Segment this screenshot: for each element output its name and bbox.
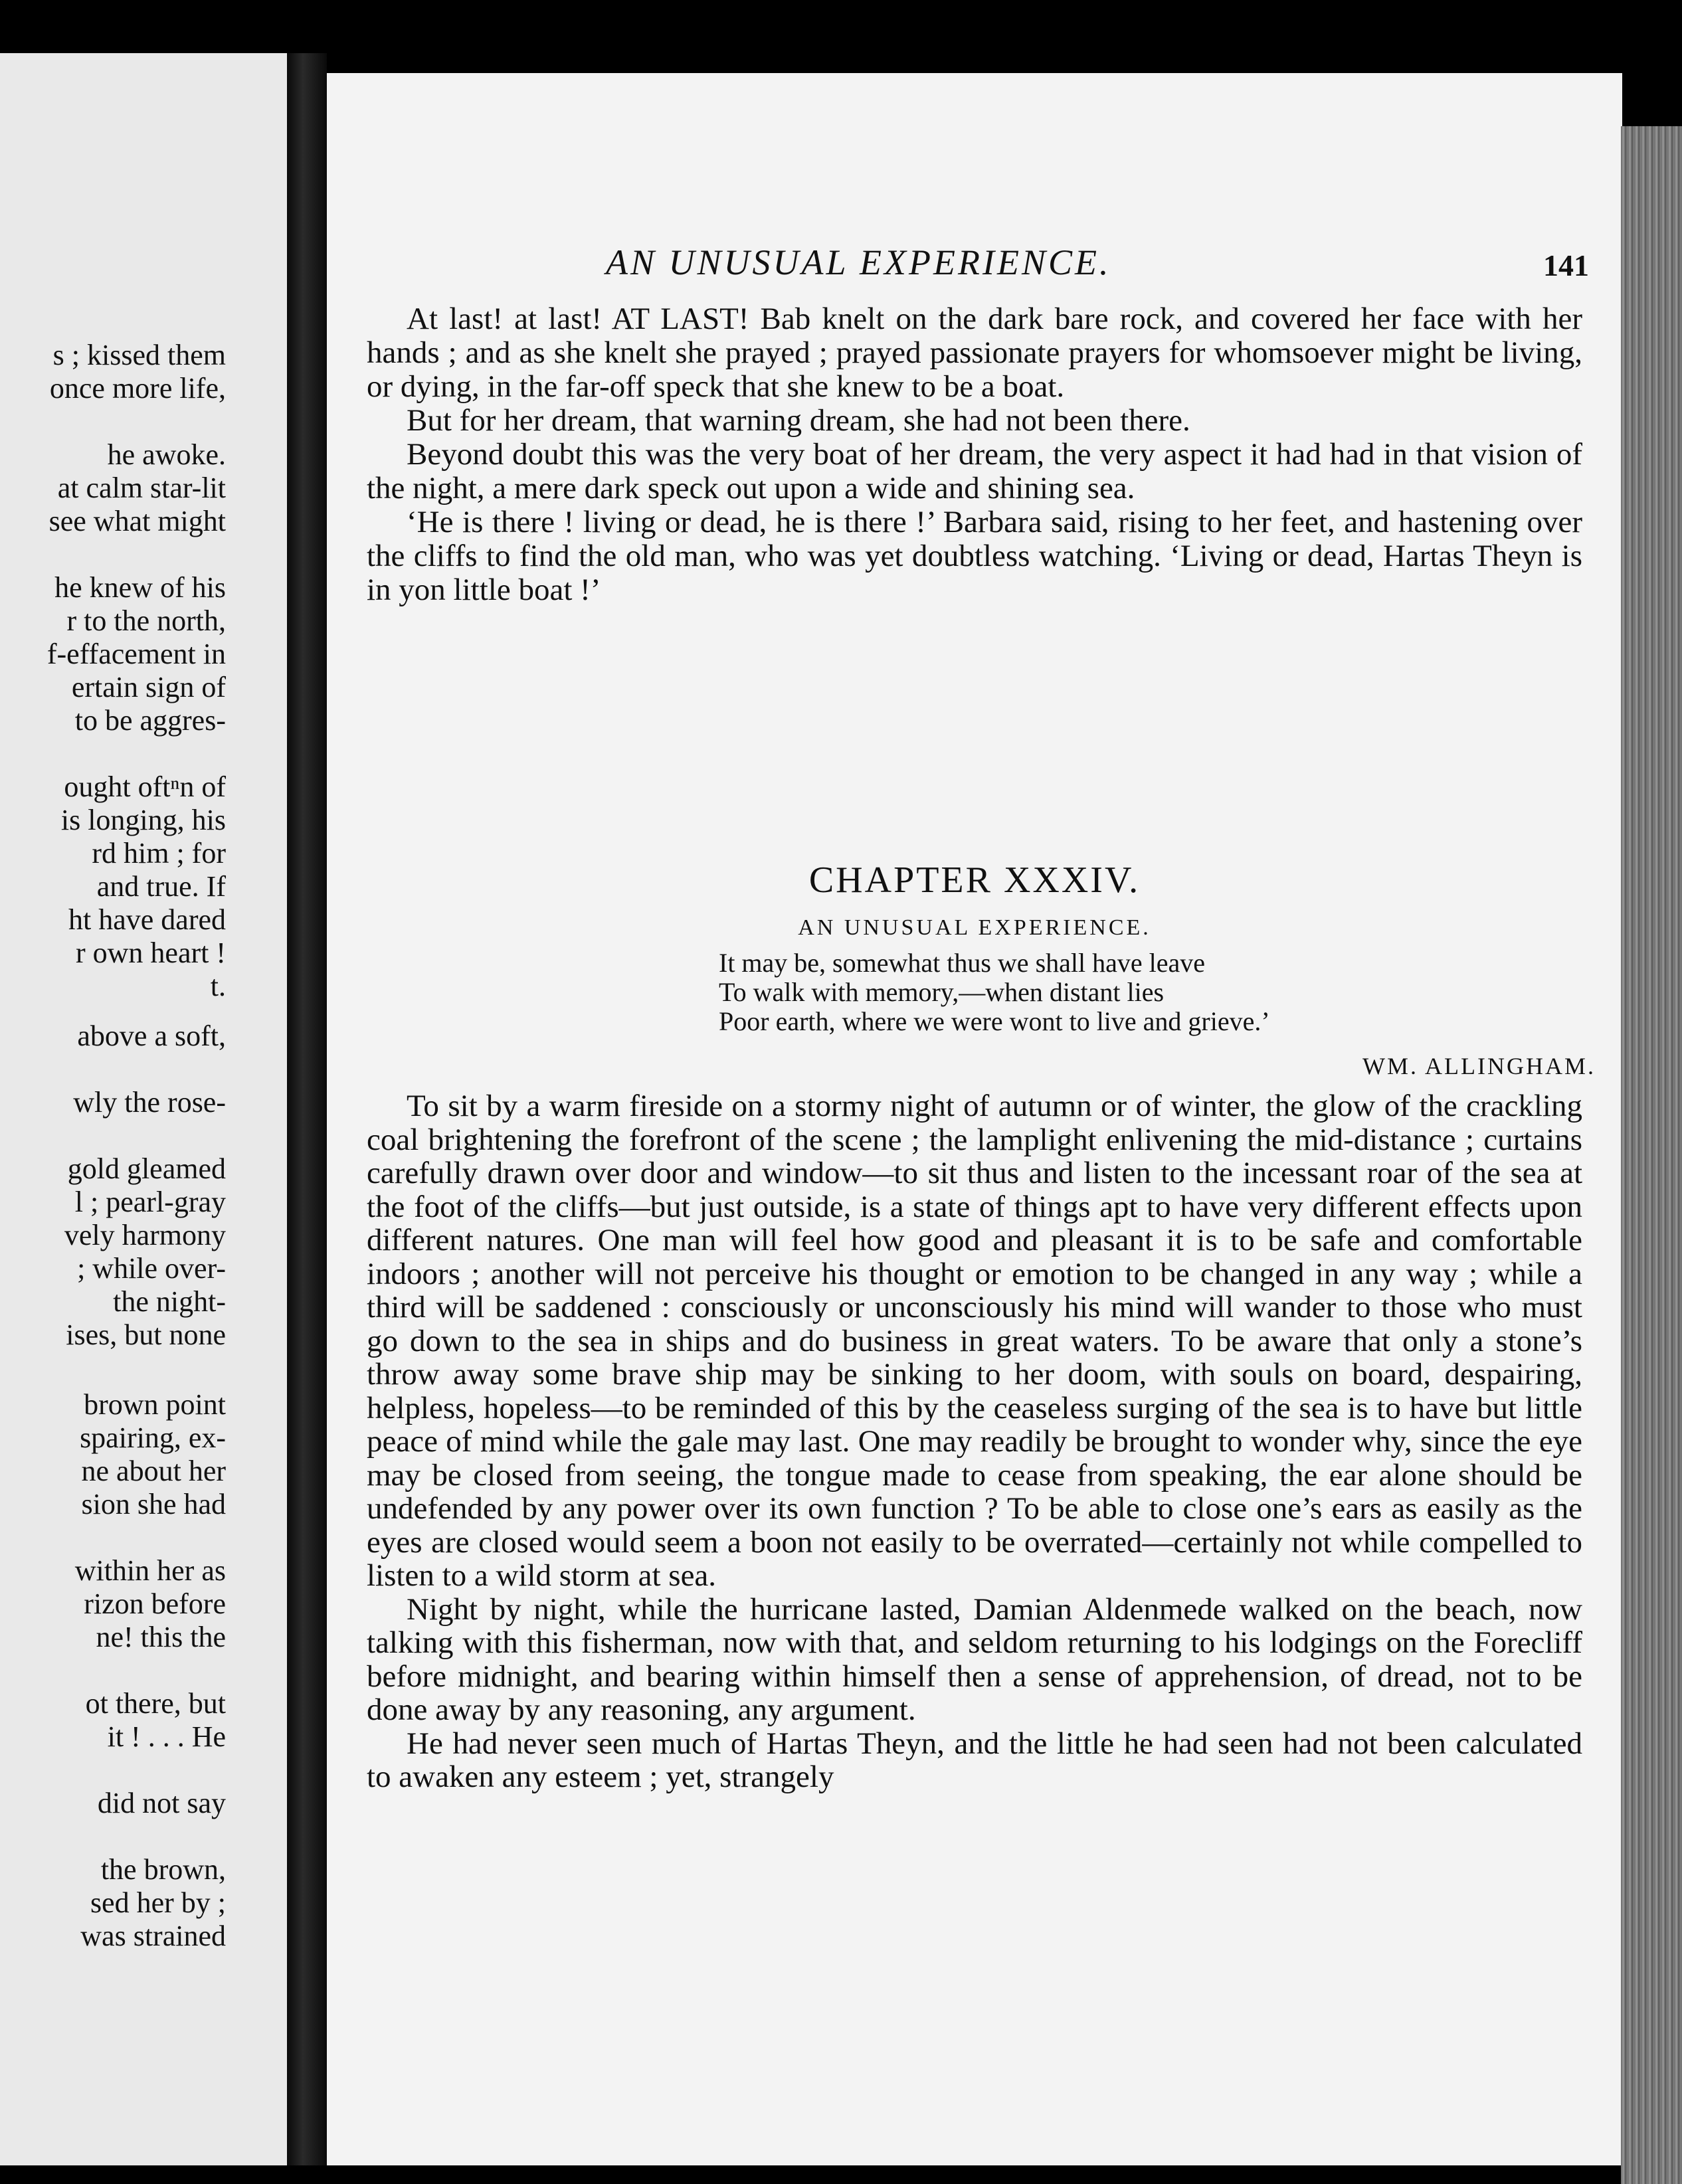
running-head: AN UNUSUAL EXPERIENCE. [606, 242, 1111, 282]
left-page-line: brown point [84, 1388, 226, 1421]
left-page [0, 53, 292, 2165]
paragraph: To sit by a warm fireside on a stormy night of autumn or of winter, the glow of the crackling coal brightening the forefront of the scene ; the lamplight enlivening the mid-distance ; curtains carefully drawn over door and window—to sit thus and listen to the incessant roar of the sea at the foot of the cliffs—but just outside, is a state of things apt to have very different effects upon different natures. One man will feel how good and pleasant it is to be safe and comfortable indoors ; another will not perceive his thought or emotion to be changed in any way ; while a third will be saddened : consciously or unconsciously his mind will wander to those who must go down to the sea in ships and do business in great waters. To be aware that only a stone’s throw away some brave ship may be sinking to her doom, with souls on board, despairing, helpless, hopeless—to be reminded of this by the ceaseless surging of the sea is to have but little peace of mind while the gale may last. One may readily be brought to wonder why, since the eye may be closed from seeing, the tongue made to cease from speaking, the ear alone should be undefended by any power over its own function ? To be able to close one’s ears as easily as the eyes are closed would seem a boon not easily to be overrated—certainly not while compelled to listen to a wild storm at sea. [367, 1089, 1582, 1593]
left-page-line: wly the rose- [73, 1086, 226, 1119]
page-header [327, 236, 1622, 296]
left-page-line: vely harmony [64, 1219, 226, 1251]
paragraph: At last! at last! AT LAST! Bab knelt on the dark bare rock, and covered her face with her hands ; and as she knelt she prayed ; prayed passionate prayers for whomsoever might be living, or dying, in the far-off speck that she knew to be a boat. [367, 302, 1582, 404]
page-number: 141 [1543, 248, 1589, 282]
paragraph: ‘He is there ! living or dead, he is there !’ Barbara said, rising to her feet, and hastening over the cliffs to find the old man, who was yet doubtless watching. ‘Living or dead, Hartas Theyn is in yon little boat !’ [367, 505, 1582, 607]
left-page-line: was strained [80, 1920, 226, 1952]
left-page-line: it ! . . . He [107, 1720, 226, 1753]
left-page-line: t. [210, 970, 226, 1002]
left-page-line: within her as [74, 1554, 226, 1587]
left-page-line: ertain sign of [71, 671, 226, 703]
paragraph: But for her dream, that warning dream, she had not been there. [407, 403, 1190, 438]
left-page-line: and true. If [96, 870, 226, 903]
left-page-line: ought oftⁿn of [64, 771, 226, 803]
page-edges [1621, 126, 1682, 2184]
left-page-line: sion she had [81, 1488, 226, 1520]
left-page-line: he knew of his [54, 571, 226, 604]
epigraph-line: It may be, somewhat thus we shall have leave [719, 948, 1205, 978]
left-page-line: s ; kissed them [52, 339, 226, 371]
epigraph-line: Poor earth, where we were wont to live and grieve.’ [719, 1006, 1270, 1036]
epigraph-line: To walk with memory,—when distant lies [719, 977, 1165, 1007]
left-page-line: gold gleamed [67, 1152, 226, 1185]
left-page-line: spairing, ex- [80, 1421, 226, 1454]
left-page-line: ot there, but [85, 1687, 226, 1720]
chapter-title: CHAPTER XXXIV. [808, 860, 1141, 901]
left-page-line: once more life, [49, 372, 226, 405]
left-page-line: sed her by ; [90, 1886, 226, 1919]
left-page-line: the brown, [100, 1853, 226, 1886]
right-page [327, 73, 1622, 2165]
paragraph: Night by night, while the hurricane lasted, Damian Aldenmede walked on the beach, now talking with this fisherman, now with that, and seldom returning to his lodgings on the Forecliff before midnight, and bearing within himself then a sense of apprehension, of dread, not to be done away by any reasoning, any argument. [367, 1592, 1582, 1727]
book-gutter [287, 53, 327, 2165]
left-page-line: he awoke. [107, 438, 226, 471]
left-page-line: ne about her [81, 1455, 226, 1487]
left-page-line: at calm star-lit [57, 472, 226, 504]
epigraph-attribution: WM. ALLINGHAM. [1362, 1053, 1596, 1079]
left-page-line: see what might [48, 505, 226, 537]
chapter-subtitle: AN UNUSUAL EXPERIENCE. [798, 915, 1151, 940]
left-page-line: above a soft, [77, 1020, 226, 1052]
left-page-line: ht have dared [68, 903, 226, 936]
left-page-line: r own heart ! [75, 937, 226, 969]
left-page-line: the night- [113, 1285, 226, 1318]
opening-paragraphs [367, 302, 1582, 607]
left-page-line: rd him ; for [92, 837, 226, 869]
left-page-line: r to the north, [66, 604, 226, 637]
chapter-body [367, 1089, 1582, 1794]
left-page-line: did not say [97, 1787, 226, 1819]
paragraph: Beyond doubt this was the very boat of her dream, the very aspect it had had in that vision of the night, a mere dark speck out upon a wide and shining sea. [367, 437, 1582, 505]
left-page-line: ises, but none [66, 1319, 226, 1351]
left-page-line: is longing, his [60, 804, 226, 836]
left-page-line: l ; pearl-gray [74, 1186, 226, 1218]
epigraph [719, 949, 1449, 1036]
paragraph: He had never seen much of Hartas Theyn, and the little he had seen had not been calculated to awaken any esteem ; yet, strangely [367, 1726, 1582, 1794]
left-page-line: rizon before [84, 1588, 226, 1620]
left-page-line: f-effacement in [47, 638, 226, 670]
left-page-line: to be aggres- [74, 704, 226, 737]
left-page-line: ; while over- [77, 1252, 226, 1285]
left-page-line: ne! this the [96, 1621, 226, 1653]
